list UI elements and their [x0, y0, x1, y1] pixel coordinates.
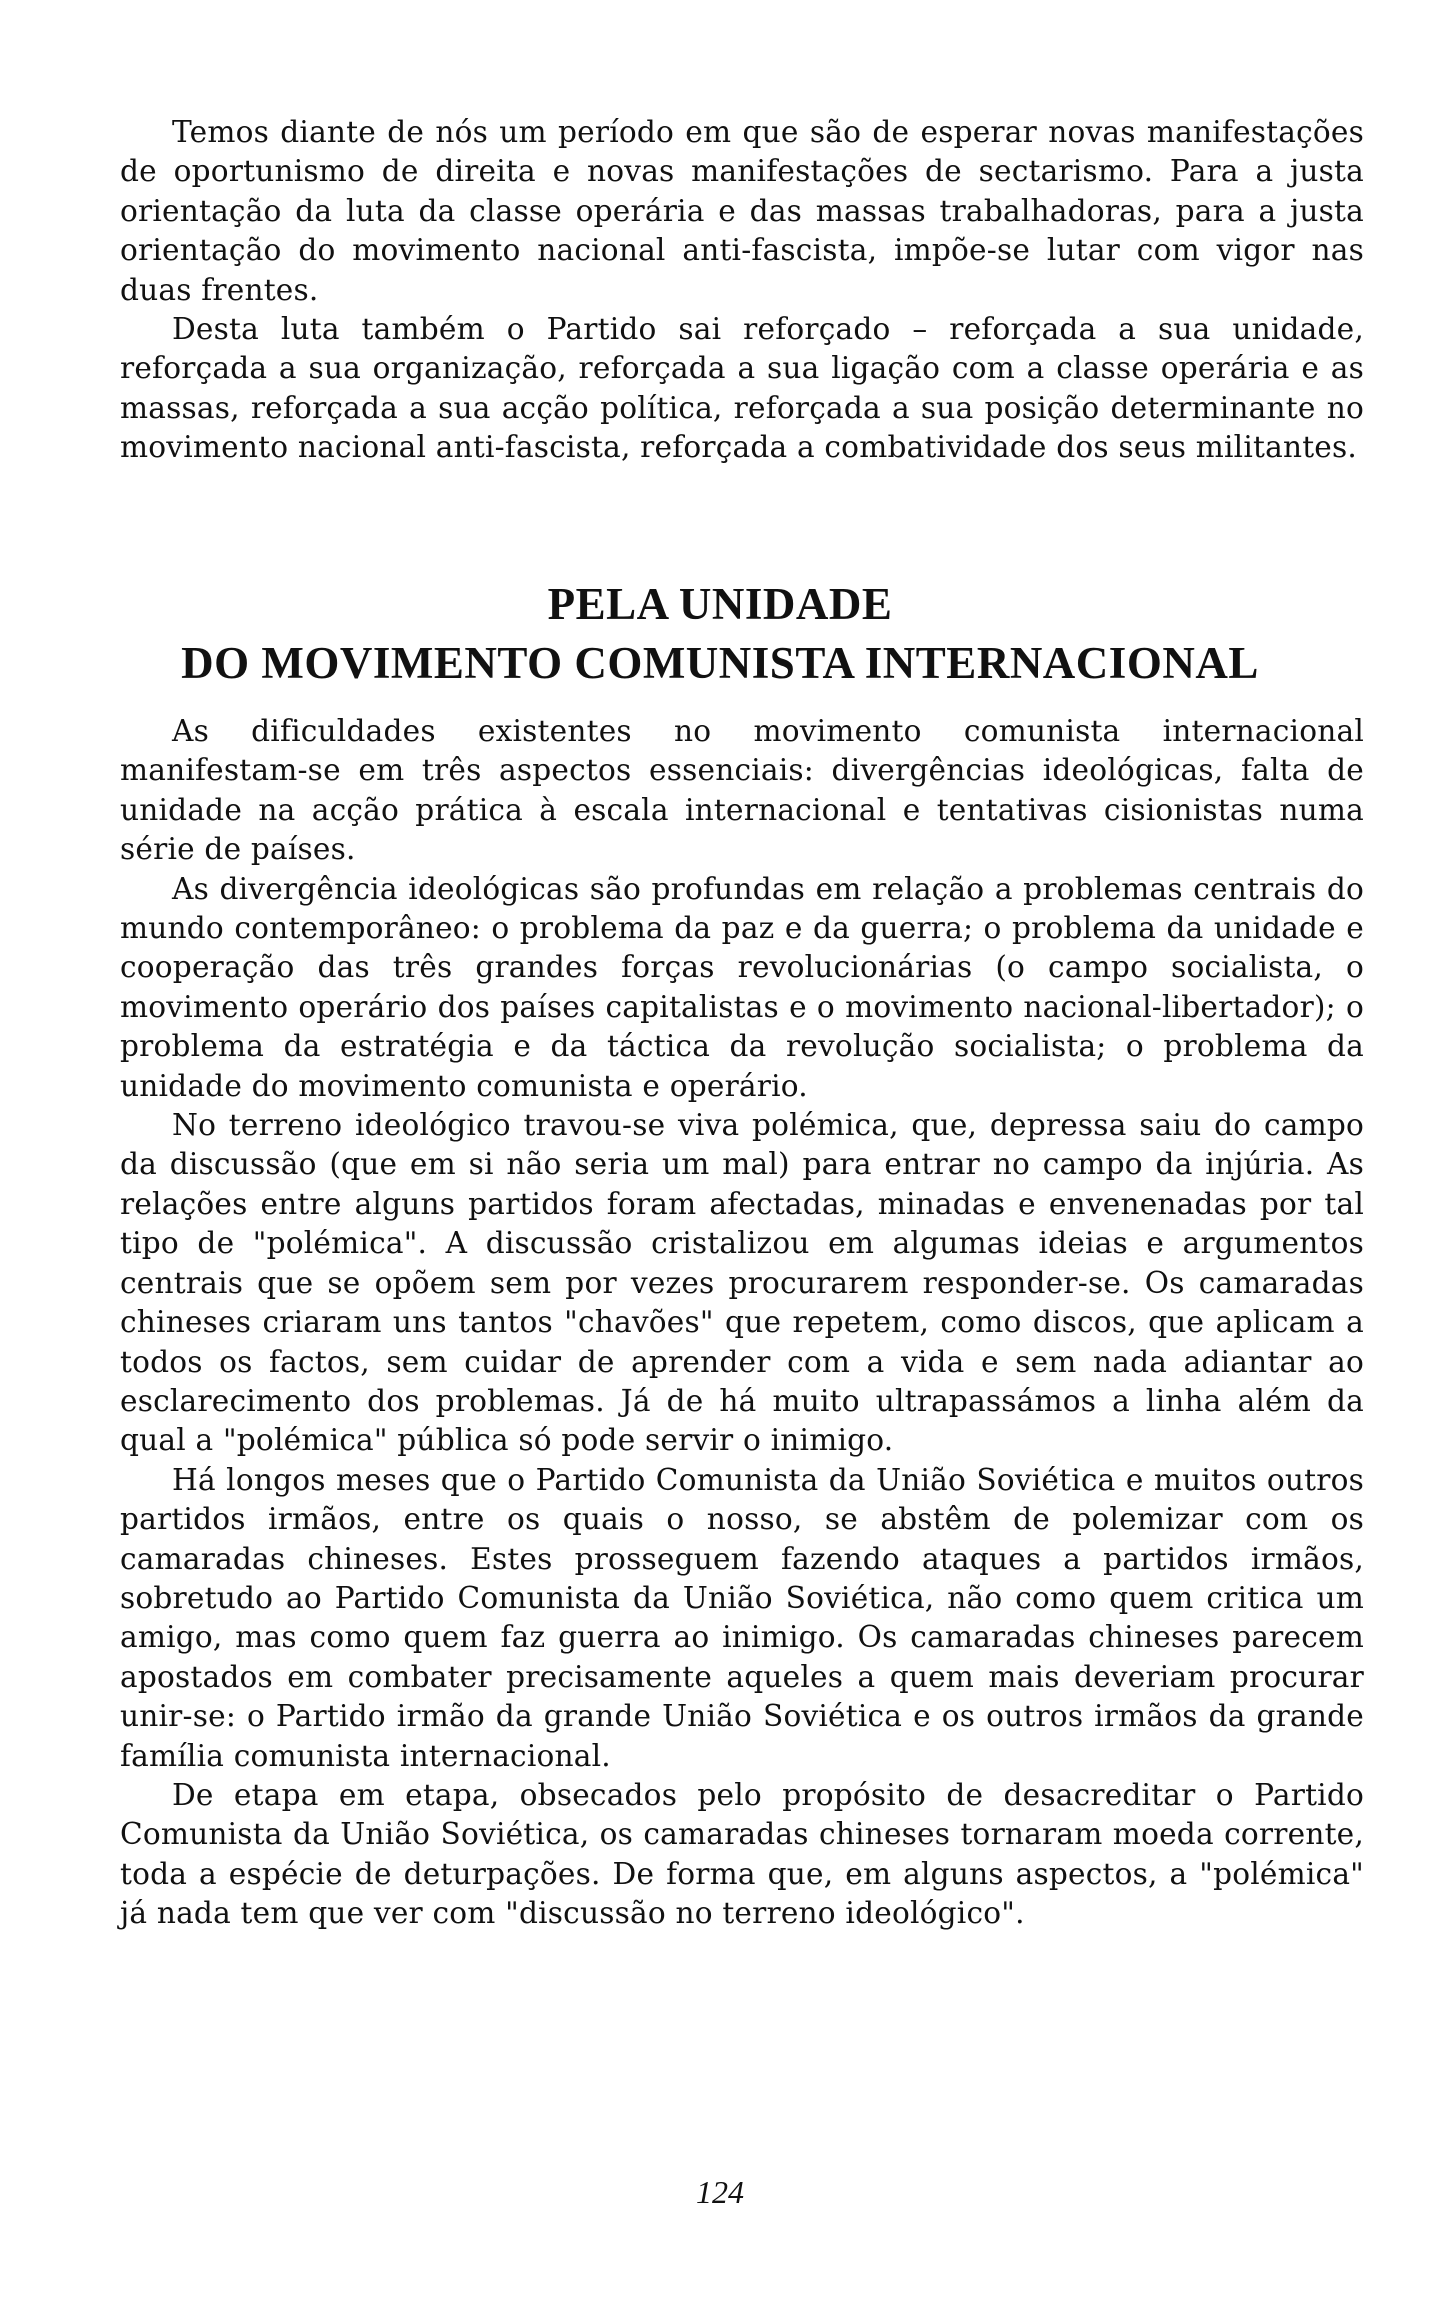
- paragraph: Há longos meses que o Partido Comunista da União Soviética e muitos outros partidos irmãos, entre os quais o nosso, se abstêm de polemizar com os camaradas chineses. Estes prosseguem fazendo ataques a partidos irmãos, sobretudo ao Partido Comunista da União Soviética, não como quem critica um amigo, mas como quem faz guerra ao inimigo. Os camaradas chineses parecem apostados em combater precisamente aqueles a quem mais deveriam procurar unir-se: o Partido irmão da grande União Soviética e os outros irmãos da grande família comunista internacional.: [120, 1462, 1364, 1773]
- paragraph: Temos diante de nós um período em que são de esperar novas manifestações de oportunismo de direita e novas manifestações de sectarismo. Para a justa orientação da luta da classe operária e das massas trabalhadoras, para a justa orientação do movimento nacional anti-fascista, impõe-se lutar com vigor nas duas frentes.: [120, 115, 1364, 307]
- paragraph: Desta luta também o Partido sai reforçado – reforçada a sua unidade, reforçada a sua organização, reforçada a sua ligação com a classe operária e as massas, reforçada a sua acção política, reforçada a sua posição determinante no movimento nacional anti-fascista, reforçada a combatividade dos seus militantes.: [120, 312, 1364, 465]
- page-number: 124: [696, 2174, 744, 2210]
- section-title-line-2: DO MOVIMENTO COMUNISTA INTERNACIONAL: [181, 638, 1259, 688]
- section-title-line-1: PELA UNIDADE: [547, 579, 893, 629]
- intro-text: [120, 113, 1364, 468]
- section-body: [120, 712, 1364, 1934]
- paragraph: De etapa em etapa, obsecados pelo propósito de desacreditar o Partido Comunista da União Soviética, os camaradas chineses tornaram moeda corrente, toda a espécie de deturpações. De forma que, em alguns aspectos, a "polémica" já nada tem que ver com "discussão no terreno ideológico".: [120, 1777, 1364, 1931]
- paragraph: No terreno ideológico travou-se viva polémica, que, depressa saiu do campo da discussão (que em si não seria um mal) para entrar no campo da injúria. As relações entre alguns partidos foram afectadas, minadas e envenenadas por tal tipo de "polémica". A discussão cristalizou em algumas ideias e argumentos centrais que se opõem sem por vezes procurarem responder-se. Os camaradas chineses criaram uns tantos "chavões" que repetem, como discos, que aplicam a todos os factos, sem cuidar de aprender com a vida e sem nada adiantar ao esclarecimento dos problemas. Já de há muito ultrapassámos a linha além da qual a "polémica" pública só pode servir o inimigo.: [120, 1108, 1364, 1458]
- paragraph: As divergência ideológicas são profundas em relação a problemas centrais do mundo contemporâneo: o problema da paz e da guerra; o problema da unidade e cooperação das três grandes forças revolucionárias (o campo socialista, o movimento operário dos países capitalistas e o movimento nacional-libertador); o problema da estratégia e da táctica da revolução socialista; o problema da unidade do movimento comunista e operário.: [120, 871, 1364, 1103]
- paragraph: As dificuldades existentes no movimento comunista internacional manifestam-se em três aspectos essenciais: divergências ideológicas, falta de unidade na acção prática à escala internacional e tentativas cisionistas numa série de países.: [120, 714, 1364, 867]
